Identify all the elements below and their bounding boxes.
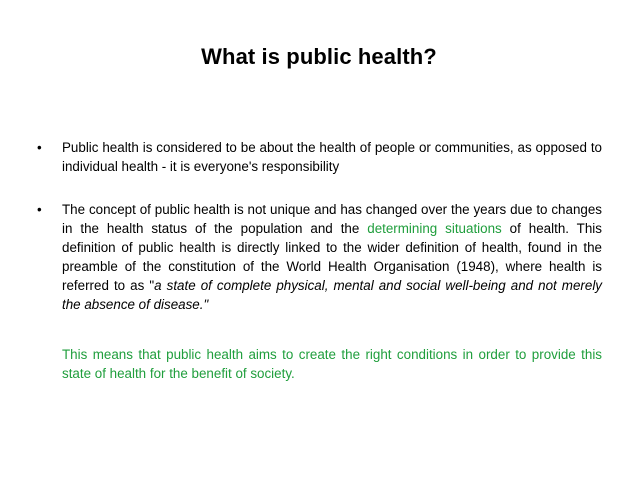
bullet-text-part1: The concept of public health is not unique and has changed over the years due to changes in the health status of the population and the <box>62 202 602 236</box>
bullet-item-1 <box>37 138 602 176</box>
highlight-term: determining situations <box>367 221 502 236</box>
bullet-list <box>37 138 602 314</box>
bullet-text: Public health is considered to be about the health of people or communities, as opposed to individual health - it is everyone's responsibility <box>62 140 602 174</box>
bullet-item-2 <box>37 200 602 314</box>
bullet-text-part2: of health. This definition of public health is directly linked to the wider definition of health, found in the preamble of the constitution of the World Health Organisation (1948), where health is referred to as " <box>62 221 602 293</box>
who-definition-quote: a state of complete physical, mental and social well-being and not merely the absence of disease." <box>62 278 602 312</box>
slide-title: What is public health? <box>201 44 437 69</box>
conclusion-text: This means that public health aims to create the right conditions in order to provide this state of health for the benefit of society. <box>62 347 602 381</box>
bullet-icon: • <box>37 202 42 217</box>
bullet-icon: • <box>37 140 42 155</box>
